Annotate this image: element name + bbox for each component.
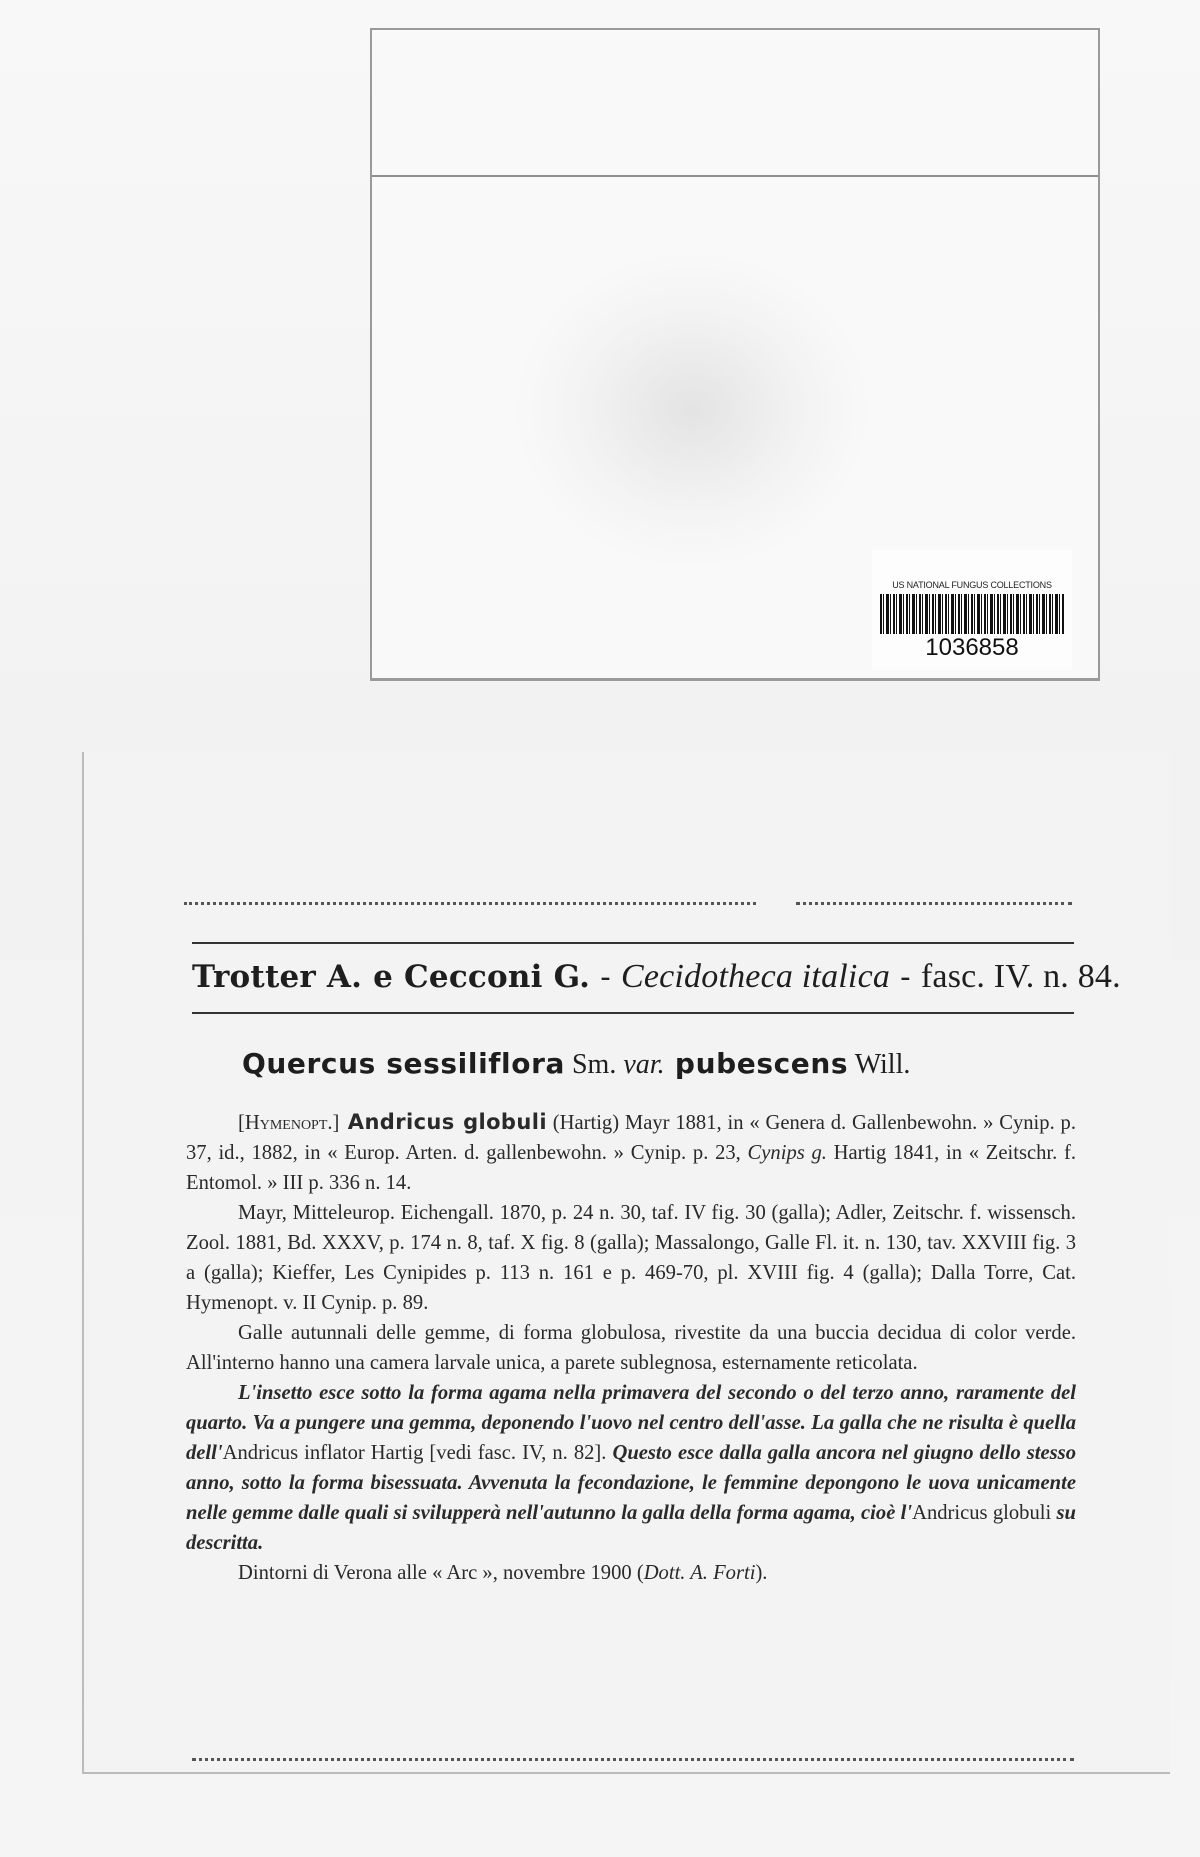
- life-cycle-text-2: Questo esce dalla galla ancora nel giugno dello stesso anno, sotto la forma bisessuata. Avvenuta la fecondazione, le femmine depongono le uova unicamente nelle gemme dalle quali si svilupperà nell'autunno la galla della forma agama, cioè l': [186, 1442, 1076, 1524]
- series-separator: -: [890, 959, 921, 995]
- host-variety-author: Will.: [848, 1049, 911, 1080]
- locality-close: ).: [755, 1562, 768, 1584]
- barcode-label: [872, 550, 1072, 670]
- host-var-abbrev: var.: [623, 1049, 665, 1080]
- life-cycle-text-3: su descritta.: [186, 1502, 1076, 1554]
- locality-line: [186, 1558, 1076, 1588]
- dotted-rule-left: [184, 902, 756, 905]
- host-author: Sm.: [564, 1049, 624, 1080]
- series-fascicle: fasc. IV. n. 84.: [920, 958, 1121, 995]
- synonym-name: Cynips g.: [747, 1142, 827, 1164]
- printed-label: [82, 752, 1170, 1774]
- references-paragraph: Mayr, Mitteleurop. Eichengall. 1870, p. 24 n. 30, taf. IV fig. 30 (galla); Adler, Zeitschr. f. wissensch. Zool. 1881, Bd. XXXV, p. 174 n. 8, taf. X fig. 8 (galla); Massalongo, Galle Fl. it. n. 130, tav. XXVIII fig. 3 a (galla); Kieffer, Les Cynipides p. 113 n. 161 e p. 469-70, pl. XVIII fig. 4 (galla); Dalla Torre, Cat. Hymenopt. v. II Cynip. p. 89.: [186, 1202, 1076, 1314]
- collector-name: Dott. A. Forti: [643, 1562, 756, 1584]
- life-cycle-paragraph: [186, 1378, 1076, 1558]
- barcode-collection-name: US NATIONAL FUNGUS COLLECTIONS: [892, 580, 1052, 590]
- specimen-packet: [370, 28, 1100, 681]
- species-ref: Andricus globuli: [912, 1502, 1052, 1524]
- series-authors: Trotter A. e Cecconi G.: [192, 959, 591, 995]
- insect-order: [Hymenopt.]: [238, 1112, 340, 1134]
- dotted-rule-right: [796, 902, 1072, 905]
- series-title: Cecidotheca italica: [620, 958, 891, 995]
- packet-flap: [372, 175, 1098, 177]
- host-binomial: Quercus sessiliflora: [242, 1047, 565, 1080]
- rule-bottom: [192, 1012, 1074, 1014]
- citation-text: (Hartig) Mayr 1881, in « Genera d. Gallenbewohn. » Cynip. p. 37, id., 1882, in « Europ. Arten. d. gallenbewohn. » Cynip. p. 23,: [186, 1112, 1076, 1164]
- series-title-line: [192, 957, 1121, 997]
- citation-text-2: Hartig 1841, in « Zeitschr. f. Entomol. » III p. 336 n. 14.: [186, 1142, 1076, 1194]
- life-cycle-text-1: L'insetto esce sotto la forma agama nella primavera del secondo o del terzo anno, raramente del quarto. Va a pungere una gemma, deponendo l'uovo nel centro dell'asse. La galla che ne risulta è quella dell': [186, 1382, 1076, 1464]
- dotted-rule-footer: [192, 1758, 1074, 1761]
- series-separator: -: [590, 959, 621, 995]
- barcode-icon: [880, 594, 1064, 634]
- locality-text: Dintorni di Verona alle « Arc », novembre 1900 (: [238, 1562, 644, 1584]
- species-citation-paragraph: [186, 1107, 1076, 1198]
- host-variety: pubescens: [664, 1047, 849, 1080]
- rule-top: [192, 942, 1074, 944]
- related-species-ref: Andricus inflator Hartig [vedi fasc. IV, n. 82].: [222, 1442, 607, 1464]
- packet-specimen-stain: [512, 250, 872, 570]
- barcode-number: 1036858: [925, 634, 1019, 661]
- gall-description-paragraph: Galle autunnali delle gemme, di forma globulosa, rivestite da una buccia decidua di color verde. All'interno hanno una camera larvale unica, a parete sublegnosa, esternamente reticolata.: [186, 1322, 1076, 1374]
- gall-species-name: Andricus globuli: [339, 1110, 547, 1134]
- label-description: [186, 1107, 1076, 1588]
- host-plant-name: [242, 1046, 1072, 1083]
